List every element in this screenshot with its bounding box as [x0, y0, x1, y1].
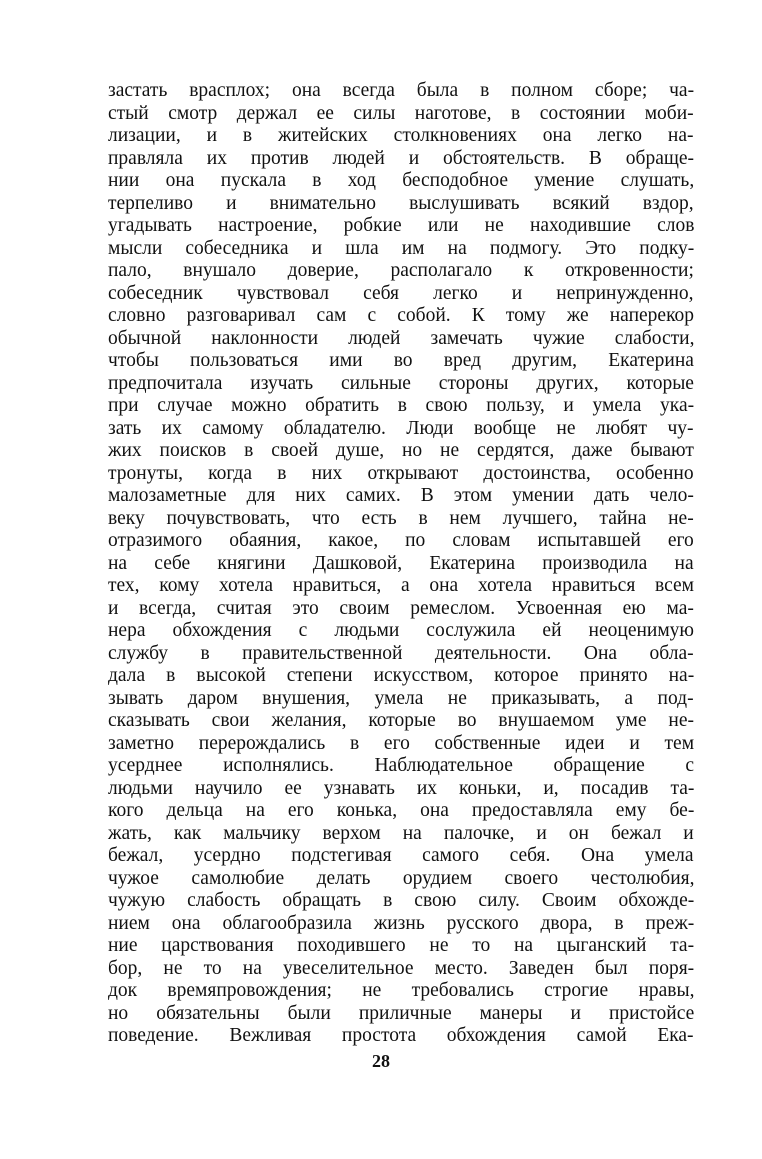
text-line: пало, внушало доверие, располагало к откровенности; [108, 260, 694, 281]
text-line: нии она пускала в ход бесподобное умение слушать, [108, 170, 695, 191]
text-line: лизации, и в житейских столкновениях она легко на- [108, 125, 694, 146]
text-line: зать их самому обладателю. Люди вообще не любят чу- [108, 417, 694, 439]
text-line: док времяпровождения; не требовались строгие нравы, [108, 980, 695, 1001]
text-line: угадывать настроение, робкие или не находившие слов [108, 215, 695, 236]
text-line: нием она облагообразила жизнь русского двора, в преж- [108, 912, 695, 934]
text-line: отразимого обаяния, какое, по словам испытавшей его [108, 530, 694, 551]
page-number: 28 [372, 1051, 390, 1071]
text-line: словно разговаривал сам с собой. К тому же наперекор [108, 305, 695, 326]
text-line: при случае можно обратить в свою пользу, и умела ука- [108, 395, 695, 416]
text-line: поведение. Вежливая простота обхождения самой Ека- [108, 1025, 694, 1046]
text-line: людьми научило ее узнавать их коньки, и, посадив та- [108, 777, 695, 799]
text-line: мысли собеседника и шла им на подмогу. Это подку- [108, 237, 695, 259]
body-text [108, 80, 694, 1048]
text-line: зывать даром внушения, умела не приказывать, а под- [108, 687, 694, 709]
text-line: чтобы пользоваться ими во вред другим, Екатерина [108, 350, 694, 371]
text-line: жих поисков в своей душе, но не сердятся, даже бывают [108, 440, 694, 461]
text-line: стый смотр держал ее силы наготове, в состоянии моби- [108, 102, 694, 124]
text-line: сказывать свои желания, которые во внушаемом уме не- [108, 710, 694, 731]
text-line: дала в высокой степени искусством, которое принято на- [108, 665, 695, 686]
text-line: бор, не то на увеселительное место. Заведен был поря- [108, 957, 695, 979]
text-line: предпочитала изучать сильные стороны других, которые [108, 372, 694, 394]
text-line: чужую слабость обращать в свою силу. Своим обхожде- [108, 890, 695, 911]
text-line: усерднее исполнялись. Наблюдательное обращение с [108, 755, 695, 776]
text-line: но обязательны были приличные манеры и пристойсе [108, 1002, 695, 1024]
text-line: веку почувствовать, что есть в нем лучшего, тайна не- [108, 507, 694, 529]
text-line: тех, кому хотела нравиться, а она хотела нравиться всем [108, 575, 695, 596]
text-line: службу в правительственной деятельности. Она обла- [108, 642, 694, 664]
text-line: бежал, усердно подстегивая самого себя. Она умела [108, 845, 694, 866]
text-line: жать, как мальчику верхом на палочке, и он бежал и [108, 822, 694, 844]
text-line: малозаметные для них самих. В этом умении дать чело- [108, 485, 694, 506]
text-line: на себе княгини Дашковой, Екатерина производила на [108, 552, 694, 574]
text-line: тронуты, когда в них открывают достоинства, особенно [108, 462, 694, 484]
text-line: кого дельца на его конька, она предоставляла ему бе- [108, 800, 695, 821]
text-line: терпеливо и внимательно выслушивать всякий вздор, [108, 192, 694, 214]
text-line: и всегда, считая это своим ремеслом. Усвоенная ею ма- [108, 597, 694, 619]
text-line: собеседник чувствовал себя легко и непринужденно, [108, 282, 694, 304]
text-line: обычной наклонности людей замечать чужие слабости, [108, 327, 695, 349]
text-line: заметно перерождались в его собственные идеи и тем [108, 732, 695, 754]
text-line: ние царствования походившего не то на цыганский та- [108, 935, 695, 956]
text-line: правляла их против людей и обстоятельств. В обраще- [108, 147, 695, 169]
text-line: чужое самолюбие делать орудием своего честолюбия, [108, 867, 695, 889]
text-line: застать врасплох; она всегда была в полном сборе; ча- [108, 80, 695, 101]
text-line: нера обхождения с людьми сослужила ей неоценимую [108, 620, 695, 641]
